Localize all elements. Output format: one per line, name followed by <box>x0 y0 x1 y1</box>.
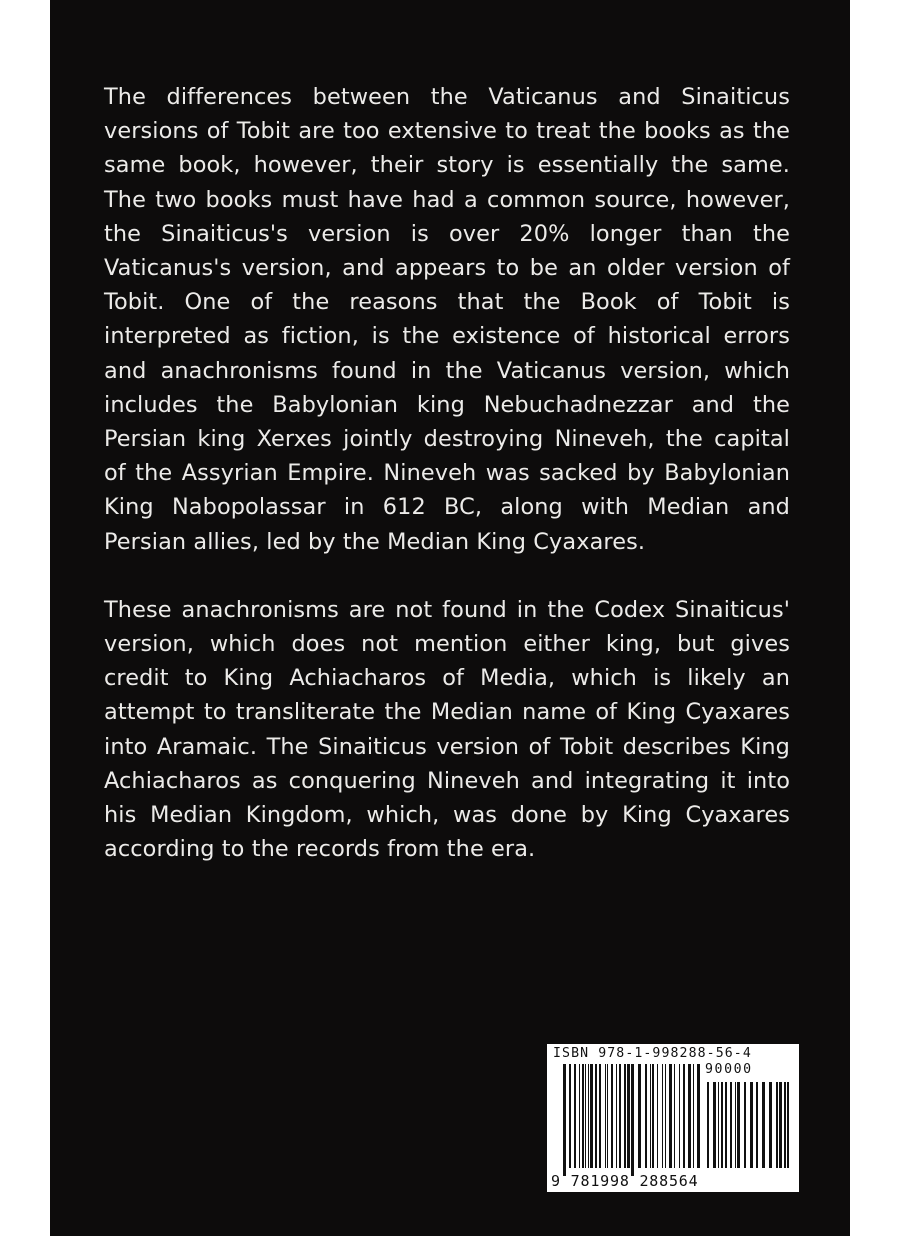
barcode-bar <box>574 1064 576 1168</box>
barcode-bar <box>713 1082 716 1168</box>
addon-barcode-bars <box>707 1082 791 1176</box>
barcode-bar <box>735 1082 736 1168</box>
barcode-bar <box>674 1064 675 1168</box>
barcode-bar <box>787 1082 789 1168</box>
barcode-bar <box>683 1064 685 1168</box>
barcode-bar <box>769 1082 772 1168</box>
barcode-bar <box>697 1064 700 1168</box>
barcode-bar <box>611 1064 613 1168</box>
barcode-bar <box>652 1064 654 1168</box>
barcode-bar <box>776 1082 778 1168</box>
barcode-bar <box>638 1064 641 1168</box>
blurb-paragraph-1: The differences between the Vaticanus and Sinaiticus versions of Tobit are too extensive to treat the books as the same book, however, their story is essentially the same. The two books must have had a common source, however, the Sinaiticus's version is over 20% longer than the Vaticanus's version, and appears to be an older version of Tobit. One of the reasons that the Book of Tobit is interpreted as fiction, is the existence of historical errors and anachronisms found in the Vaticanus version, which includes the Babylonian king Nebuchadnezzar and the Persian king Xerxes jointly destroying Nineveh, the capital of the Assyrian Empire. Nineveh was sacked by Babylonian King Nabopolassar in 612 BC, along with Median and Persian allies, led by the Median King Cyaxares. <box>104 84 790 555</box>
barcode-bar <box>779 1082 782 1168</box>
barcode-bar <box>762 1082 765 1168</box>
barcode-bar <box>718 1082 719 1168</box>
barcode-bar <box>693 1064 694 1168</box>
back-cover <box>50 0 850 1236</box>
isbn-label: ISBN 978-1-998288-56-4 <box>553 1046 752 1061</box>
barcode-bar <box>657 1064 658 1168</box>
barcode-bar <box>665 1064 666 1168</box>
barcode-bar <box>582 1064 584 1168</box>
addon-price-code: 90000 <box>705 1062 753 1077</box>
barcode-bar <box>619 1064 621 1168</box>
barcode-bar <box>595 1064 597 1168</box>
barcode-bar <box>563 1064 566 1176</box>
barcode-bar <box>725 1082 727 1168</box>
barcode-bar <box>624 1064 626 1168</box>
barcode-bar <box>784 1082 786 1168</box>
blurb-paragraph-2: These anachronisms are not found in the Codex Sinaiticus' version, which does not mention either king, but gives credit to King Achiacharos of Media, which is likely an attempt to transliterate the Median name of King Cyaxares into Aramaic. The Sinaiticus version of Tobit describes King Achiacharos as conquering Nineveh and integrating it into his Median Kingdom, which, was done by King Cyaxares according to the records from the era. <box>104 596 790 863</box>
barcode-bar <box>579 1064 580 1168</box>
barcode-bar <box>607 1064 608 1168</box>
barcode-bar <box>721 1082 723 1168</box>
barcode-bar <box>669 1064 672 1168</box>
barcode-bar <box>688 1064 691 1168</box>
barcode-bar <box>585 1064 586 1168</box>
ean-digits: 9 781998 288564 <box>551 1172 699 1190</box>
barcode-bar <box>627 1064 630 1168</box>
barcode-bar <box>605 1064 606 1168</box>
barcode-bar <box>662 1064 663 1168</box>
barcode-bar <box>631 1064 634 1176</box>
ean-barcode-bars <box>563 1064 703 1176</box>
isbn-barcode <box>547 1044 799 1192</box>
barcode-bar <box>737 1082 740 1168</box>
barcode-bar <box>744 1082 746 1168</box>
barcode-bar <box>599 1064 601 1168</box>
blurb-text <box>104 80 790 866</box>
barcode-bar <box>707 1082 709 1168</box>
barcode-bar <box>616 1064 617 1168</box>
barcode-bar <box>750 1082 753 1168</box>
barcode-bar <box>730 1082 732 1168</box>
barcode-bar <box>756 1082 758 1168</box>
barcode-bar <box>679 1064 680 1168</box>
barcode-bar <box>588 1064 589 1168</box>
barcode-bar <box>590 1064 593 1168</box>
barcode-bar <box>569 1064 571 1168</box>
barcode-bar <box>650 1064 651 1168</box>
barcode-bar <box>645 1064 647 1168</box>
